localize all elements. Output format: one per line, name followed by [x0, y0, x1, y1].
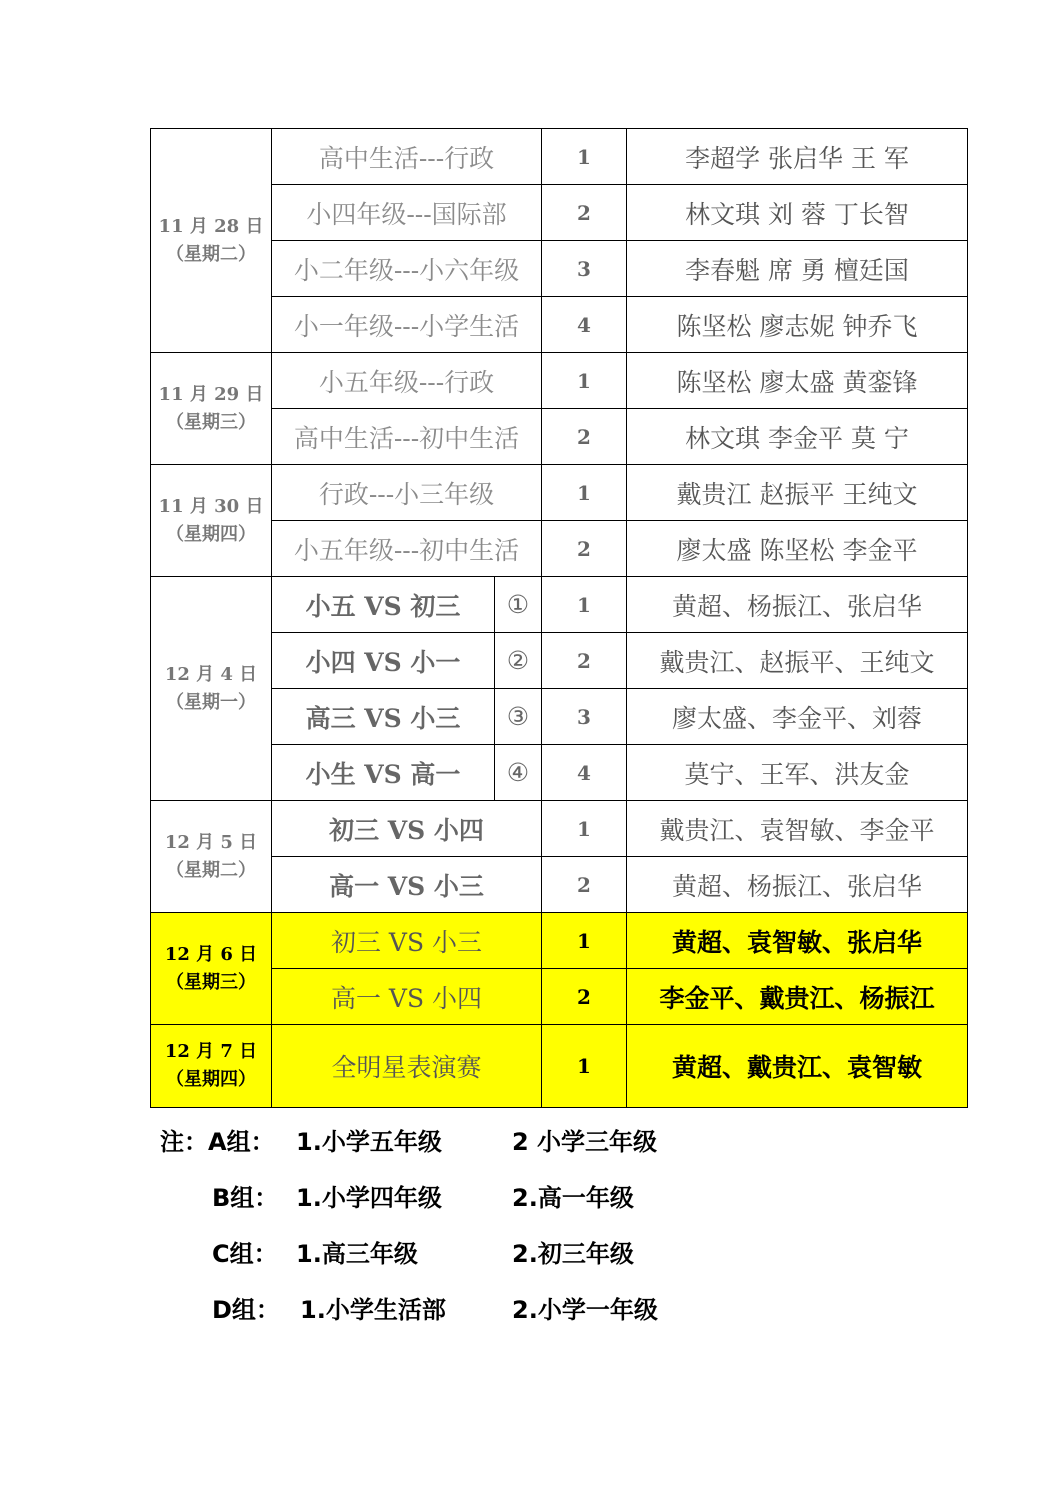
match-cell: 初三 VS 小四 — [272, 801, 542, 857]
match-cell: 全明星表演赛 — [272, 1025, 542, 1108]
field-number: 4 — [542, 745, 627, 801]
note-label: 注：A组： — [160, 1128, 275, 1156]
note-item: 1.高三年级 — [296, 1240, 418, 1268]
referees-cell: 林文琪 刘 蓉 丁长智 — [627, 185, 968, 241]
table-row — [151, 521, 968, 577]
table-row — [151, 465, 968, 521]
field-number: 1 — [542, 129, 627, 185]
field-number: 2 — [542, 185, 627, 241]
note-item: 2.高一年级 — [512, 1184, 634, 1212]
match-cell: 高一 VS 小三 — [272, 857, 542, 913]
date-cell: 12 月 7 日 （星期四） — [151, 1025, 272, 1108]
referees-cell: 廖太盛、李金平、刘蓉 — [627, 689, 968, 745]
referees-cell: 戴贵江、赵振平、王纯文 — [627, 633, 968, 689]
date-cell: 11 月 30 日 （星期四） — [151, 465, 272, 577]
note-item: 1.小学五年级 — [296, 1128, 442, 1156]
note-label: B组： — [212, 1184, 279, 1212]
table-row-highlighted — [151, 913, 968, 969]
field-number: 1 — [542, 465, 627, 521]
referees-cell: 陈坚松 廖志妮 钟乔飞 — [627, 297, 968, 353]
table-row — [151, 129, 968, 185]
schedule-table — [150, 128, 968, 1108]
note-item: 1.小学生活部 — [300, 1296, 446, 1324]
referees-cell: 戴贵江、袁智敏、李金平 — [627, 801, 968, 857]
date-cell: 12 月 6 日 （星期三） — [151, 913, 272, 1025]
match-cell: 小生 VS 高一 — [272, 745, 495, 801]
match-cell: 初三 VS 小三 — [272, 913, 542, 969]
table-row — [151, 633, 968, 689]
note-item: 2 小学三年级 — [512, 1128, 658, 1156]
match-cell: 行政---小三年级 — [272, 465, 542, 521]
referees-cell: 林文琪 李金平 莫 宁 — [627, 409, 968, 465]
field-number: 2 — [542, 633, 627, 689]
date-cell: 11 月 29 日 （星期三） — [151, 353, 272, 465]
match-cell: 小四 VS 小一 — [272, 633, 495, 689]
match-cell: 小五年级---初中生活 — [272, 521, 542, 577]
field-number: 3 — [542, 689, 627, 745]
referees-cell: 黄超、戴贵江、袁智敏 — [627, 1025, 968, 1108]
group-marker: ③ — [495, 689, 542, 745]
referees-cell: 黄超、杨振江、张启华 — [627, 577, 968, 633]
field-number: 2 — [542, 857, 627, 913]
match-cell: 高三 VS 小三 — [272, 689, 495, 745]
table-row — [151, 801, 968, 857]
referees-cell: 李春魁 席 勇 檀廷国 — [627, 241, 968, 297]
match-cell: 高一 VS 小四 — [272, 969, 542, 1025]
referees-cell: 陈坚松 廖太盛 黄銮锋 — [627, 353, 968, 409]
field-number: 4 — [542, 297, 627, 353]
match-cell: 高中生活---行政 — [272, 129, 542, 185]
field-number: 1 — [542, 913, 627, 969]
note-item: 1.小学四年级 — [296, 1184, 442, 1212]
table-row — [151, 353, 968, 409]
match-cell: 小五 VS 初三 — [272, 577, 495, 633]
referees-cell: 黄超、袁智敏、张启华 — [627, 913, 968, 969]
referees-cell: 廖太盛 陈坚松 李金平 — [627, 521, 968, 577]
table-row — [151, 577, 968, 633]
date-cell: 12 月 4 日 （星期一） — [151, 577, 272, 801]
match-cell: 高中生活---初中生活 — [272, 409, 542, 465]
date-cell: 11 月 28 日 （星期二） — [151, 129, 272, 353]
referees-cell: 莫宁、王军、洪友金 — [627, 745, 968, 801]
table-row — [151, 409, 968, 465]
field-number: 2 — [542, 409, 627, 465]
note-label: D组： — [212, 1296, 280, 1324]
match-cell: 小四年级---国际部 — [272, 185, 542, 241]
field-number: 1 — [542, 353, 627, 409]
date-cell: 12 月 5 日 （星期二） — [151, 801, 272, 913]
field-number: 2 — [542, 969, 627, 1025]
field-number: 2 — [542, 521, 627, 577]
group-marker: ① — [495, 577, 542, 633]
note-item: 2.小学一年级 — [512, 1296, 658, 1324]
table-row — [151, 297, 968, 353]
field-number: 3 — [542, 241, 627, 297]
match-cell: 小二年级---小六年级 — [272, 241, 542, 297]
table-row — [151, 857, 968, 913]
note-label: C组： — [212, 1240, 278, 1268]
referees-cell: 李超学 张启华 王 军 — [627, 129, 968, 185]
table-row-highlighted — [151, 1025, 968, 1108]
table-row-highlighted — [151, 969, 968, 1025]
field-number: 1 — [542, 801, 627, 857]
referees-cell: 李金平、戴贵江、杨振江 — [627, 969, 968, 1025]
table-row — [151, 241, 968, 297]
table-row — [151, 745, 968, 801]
referees-cell: 戴贵江 赵振平 王纯文 — [627, 465, 968, 521]
group-marker: ④ — [495, 745, 542, 801]
table-row — [151, 185, 968, 241]
group-marker: ② — [495, 633, 542, 689]
table-row — [151, 689, 968, 745]
note-item: 2.初三年级 — [512, 1240, 634, 1268]
match-cell: 小一年级---小学生活 — [272, 297, 542, 353]
match-cell: 小五年级---行政 — [272, 353, 542, 409]
field-number: 1 — [542, 1025, 627, 1108]
referees-cell: 黄超、杨振江、张启华 — [627, 857, 968, 913]
field-number: 1 — [542, 577, 627, 633]
